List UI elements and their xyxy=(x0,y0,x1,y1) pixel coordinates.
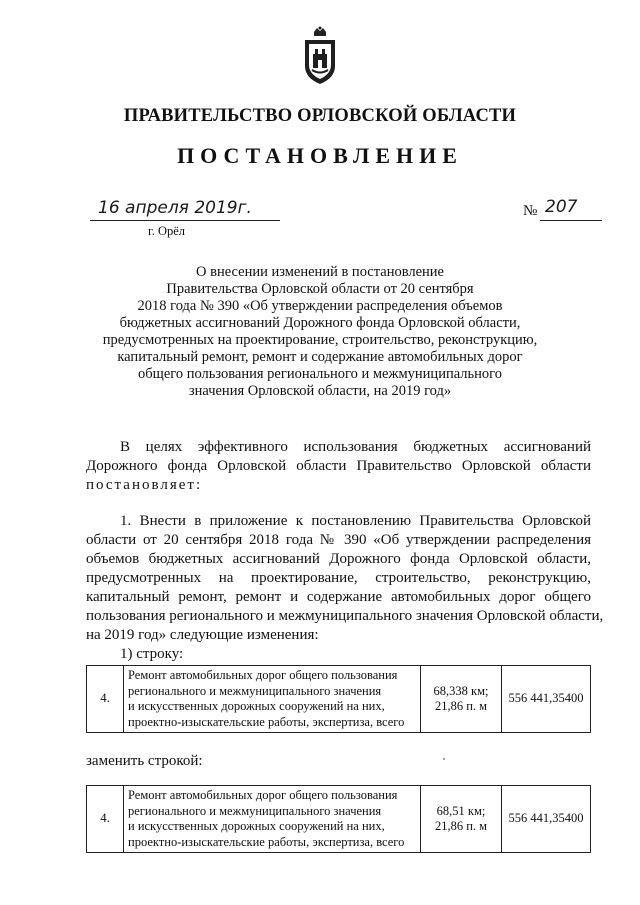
description-line: и искусственных дорожных сооружений на них, xyxy=(128,699,385,713)
row-length-cell xyxy=(421,666,502,733)
subject-line: О внесении изменений в постановление xyxy=(196,264,444,280)
description-line: и искусственных дорожных сооружений на них, xyxy=(128,819,385,833)
subject-line: предусмотренных на проектирование, строительство, реконструкцию, xyxy=(102,332,538,348)
body-line: постановляет: xyxy=(86,477,203,493)
old-row-table xyxy=(86,665,591,733)
length-km: 68,338 км; xyxy=(433,683,489,698)
subject-line: бюджетных ассигнований Дорожного фонда Орловской области, xyxy=(119,315,521,331)
subject-line: общего пользования регионального и межмуниципального xyxy=(138,366,502,382)
new-row-table xyxy=(86,785,591,853)
row-description-cell xyxy=(124,666,421,733)
description-line: Ремонт автомобильных дорог общего пользования xyxy=(128,788,398,802)
length-m: 21,86 п. м xyxy=(434,699,488,713)
number-underline xyxy=(540,220,602,221)
description-line: Ремонт автомобильных дорог общего пользования xyxy=(128,668,398,682)
table-row xyxy=(87,786,591,853)
document-type-title: ПОСТАНОВЛЕНИЕ xyxy=(177,143,463,168)
body-line: объемов бюджетных ассигнований Дорожного фонда Орловской области, xyxy=(86,551,591,567)
body-line: В целях эффективного использования бюджетных ассигнований xyxy=(120,439,591,455)
city-label: г. Орёл xyxy=(148,224,186,238)
row-length-cell xyxy=(421,786,502,853)
body-line: 1) строку: xyxy=(120,646,184,662)
row-number-cell: 4. xyxy=(87,786,124,853)
description-line: проектно-изыскательские работы, экспертиза, всего xyxy=(128,834,405,849)
row-amount-cell: 556 441,35400 xyxy=(502,786,591,853)
body-line: пользования регионального и межмуниципального значения Орловской области, xyxy=(86,608,604,624)
body-line: 1. Внести в приложение к постановлению Правительства Орловской xyxy=(120,513,591,529)
subject-line: значения Орловской области, на 2019 год» xyxy=(188,383,452,399)
row-number-cell: 4. xyxy=(87,666,124,733)
length-km: 68,51 км; xyxy=(436,803,486,818)
description-line: проектно-изыскательские работы, экспертиза, всего xyxy=(128,714,405,729)
table-row xyxy=(87,666,591,733)
body-line: капитальный ремонт, ремонт и содержание автомобильных дорог общего xyxy=(86,589,591,605)
handwritten-date: 16 апреля 2019г. xyxy=(98,198,252,218)
body-line: Дорожного фонда Орловской области Правительство Орловской области xyxy=(86,458,591,474)
description-line: регионального и межмуниципального значения xyxy=(128,683,382,698)
row-amount-cell: 556 441,35400 xyxy=(502,666,591,733)
handwritten-number: 207 xyxy=(545,197,578,217)
body-line: заменить строкой: xyxy=(86,753,203,769)
scan-speck xyxy=(443,758,445,760)
body-line: предусмотренных на проектирование, строительство, реконструкцию, xyxy=(86,570,591,586)
number-label: № xyxy=(523,203,538,219)
length-m: 21,86 п. м xyxy=(434,819,488,833)
subject-line: Правительства Орловской области от 20 сентября xyxy=(166,281,474,297)
document-subject xyxy=(100,264,540,400)
subject-line: 2018 года № 390 «Об утверждении распределения объемов xyxy=(137,298,503,314)
body-line: на 2019 год» следующие изменения: xyxy=(86,627,319,643)
date-underline xyxy=(90,220,280,221)
description-line: регионального и межмуниципального значения xyxy=(128,803,382,818)
subject-line: капитальный ремонт, ремонт и содержание автомобильных дорог xyxy=(117,349,523,365)
row-description-cell xyxy=(124,786,421,853)
organization-title: ПРАВИТЕЛЬСТВО ОРЛОВСКОЙ ОБЛАСТИ xyxy=(123,106,517,126)
coat-of-arms-emblem xyxy=(300,26,340,91)
body-line: области от 20 сентября 2018 года № 390 «Об утверждении распределения xyxy=(86,532,591,548)
